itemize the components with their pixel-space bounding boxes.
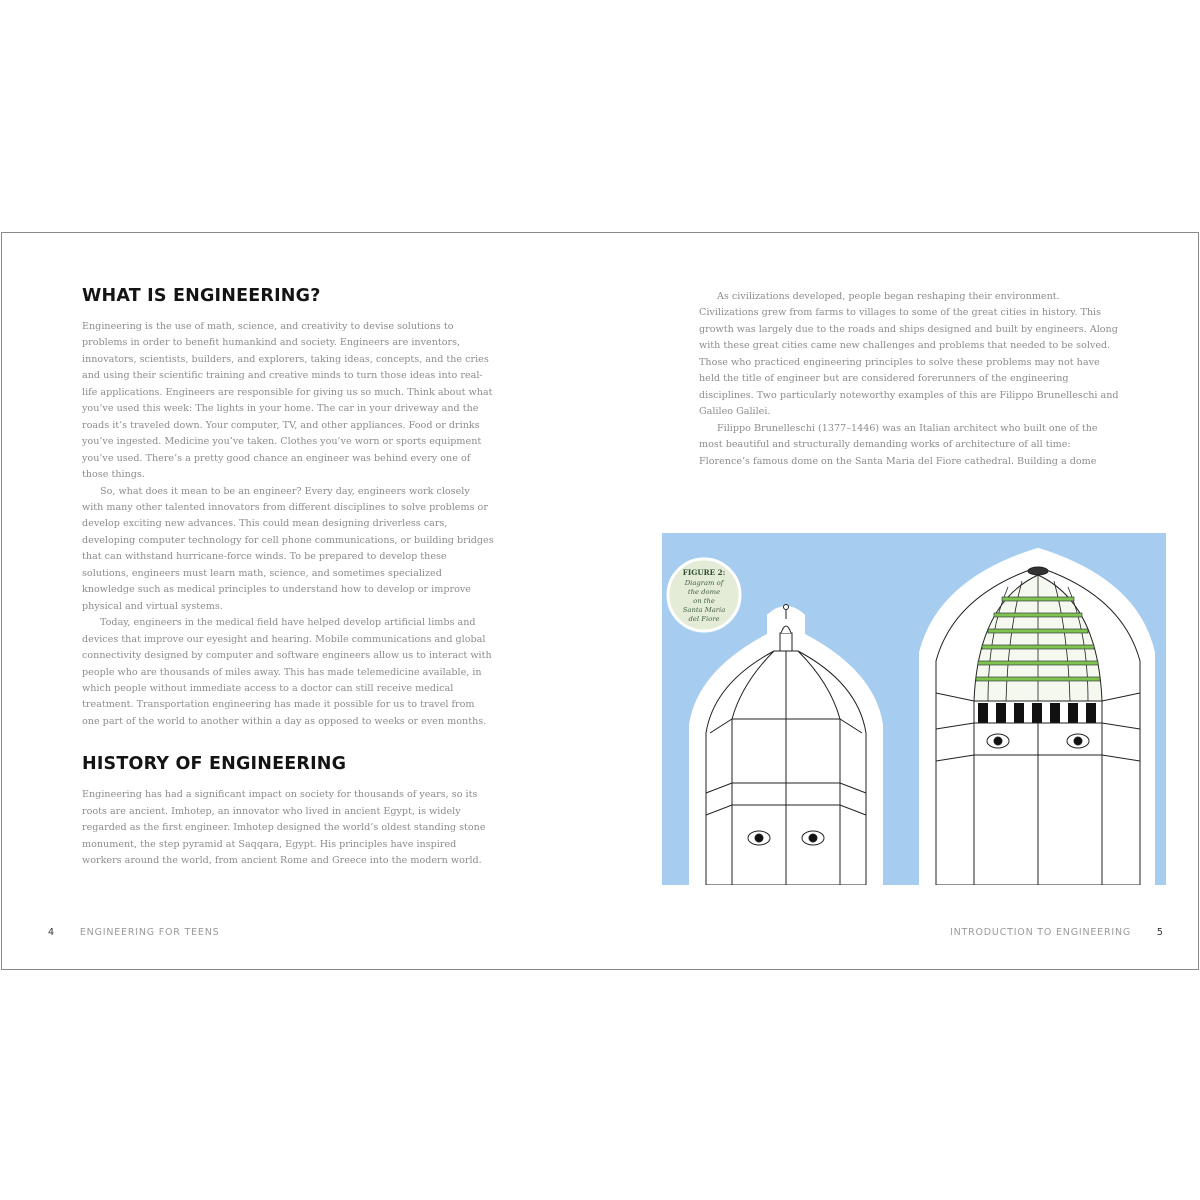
figure-caption-line-5: del Fiore <box>688 615 720 623</box>
cutaway-dome-illustration <box>924 553 1150 885</box>
left-page-number: 4 <box>48 927 55 938</box>
dome-figure <box>662 533 1166 885</box>
figure-caption-line-4: Santa Maria <box>682 606 726 614</box>
right-page-number: 5 <box>1156 927 1163 938</box>
what-paragraph-2: So, what does it mean to be an engineer? Every day, engineers work closely with many other talented innovators from different disciplines to solve problems or develop exciting new advances. This could mean designing driverless cars, developing computer technology for cell phone communications, or building bridges that can withstand hurricane-force winds. To be prepared to develop these solutions, engineers must learn math, science, and sometimes specialized knowledge such as medical principles to understand how to develop or improve physical and virtual systems. <box>82 485 494 612</box>
figure-label: FIGURE 2: <box>682 568 726 577</box>
figure-caption-line-1: Diagram of <box>684 579 724 587</box>
right-page <box>699 289 1119 470</box>
left-footer <box>26 927 219 938</box>
heading-what-is-engineering: WHAT IS ENGINEERING? <box>82 286 321 306</box>
what-paragraph-3: Today, engineers in the medical field have helped develop artificial limbs and devices that improve our eyesight and hearing. Mobile communications and global connectivity designed by computer and software engineers allow us to interact with people who are thousands of miles away. This has made telemedicine available, in which people without immediate access to a doctor can still receive medical treatment. Transportation engineering has made it possible for us to travel from one part of the world to another within a day as opposed to weeks or even months. <box>82 617 492 727</box>
right-footer <box>950 927 1185 938</box>
right-running-title: INTRODUCTION TO ENGINEERING <box>950 927 1132 938</box>
left-page <box>82 285 494 870</box>
book-spread <box>1 232 1199 970</box>
right-paragraph-2: Filippo Brunelleschi (1377–1446) was an Italian architect who built one of the most beautiful and structurally demanding works of architecture of all time: Florence’s famous dome on the Santa Maria del Fiore cathedral. Building a dome <box>699 422 1098 467</box>
figure-caption-badge <box>668 559 740 631</box>
figure-caption-line-3: on the <box>693 597 715 605</box>
heading-history-of-engineering: HISTORY OF ENGINEERING <box>82 754 347 775</box>
left-running-title: ENGINEERING FOR TEENS <box>79 927 220 938</box>
what-paragraph-1: Engineering is the use of math, science, and creativity to devise solutions to problems in order to benefit humankind and society. Engineers are inventors, innovators, scientists, builders, and explorers, taking ideas, concepts, and the cries and using their scientific training and creative minds to turn those ideas into real-life applications. Engineers are responsible for giving us so much. Think about what you’ve used this week: The lights in your home. The car in your driveway and the roads it’s traveled down. Your computer, TV, and other appliances. Food or drinks you’ve ingested. Medicine you’ve taken. Clothes you’ve worn or sports equipment you’ve used. There’s a pretty good chance an engineer was behind every one of those things. <box>82 321 493 481</box>
history-paragraph-1: Engineering has had a significant impact on society for thousands of years, so its roots are ancient. Imhotep, an innovator who lived in ancient Egypt, is widely regarded as the first engineer. Imhotep designed the world’s oldest standing stone monument, the step pyramid at Saqqara, Egypt. His principles have inspired workers around the world, from ancient Rome and Greece into the modern world. <box>82 789 486 867</box>
figure-caption-line-2: the dome <box>687 588 721 596</box>
right-paragraph-1: As civilizations developed, people began reshaping their environment. Civilizations grew from farms to villages to some of the great cities in history. This growth was largely due to the roads and ships designed and built by engineers. Along with these great cities came new challenges and problems that needed to be solved. Those who practiced engineering principles to solve these problems may not have held the title of engineer but are considered forerunners of the engineering disciplines. Two particularly noteworthy examples of this are Filippo Brunelleschi and Galileo Galilei. <box>699 291 1119 418</box>
